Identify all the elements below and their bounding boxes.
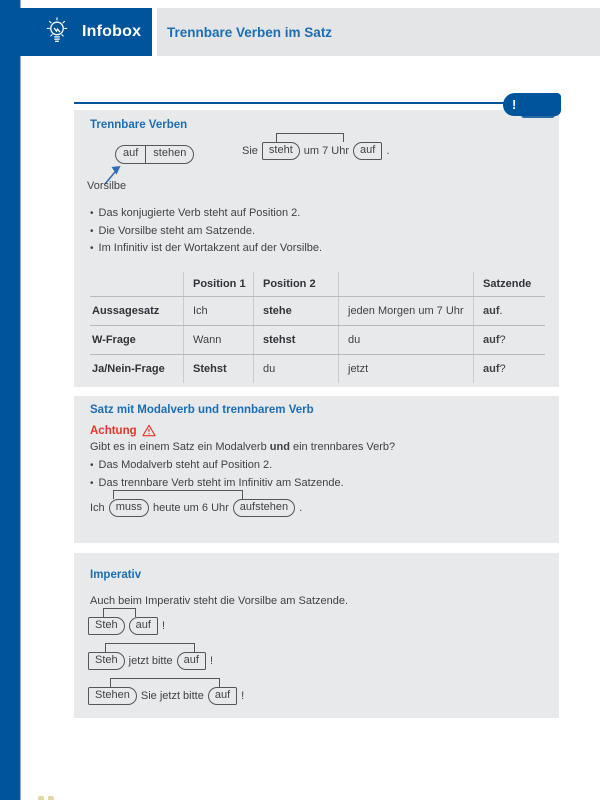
connector-bracket (276, 133, 344, 142)
cell-satzende (473, 326, 545, 354)
cell-pos2: du (253, 355, 338, 383)
box3-heading: Imperativ (90, 569, 142, 581)
badge-label: Infobox (82, 23, 142, 40)
prefix-cell: auf (116, 146, 146, 163)
cell-pos1: Stehst (183, 355, 253, 383)
satzende-particle: auf (483, 334, 500, 346)
verb-box: steht (262, 142, 300, 160)
connector-bracket (113, 490, 243, 499)
stem-cell: stehen (153, 147, 187, 159)
header-cell: Satzende (473, 272, 545, 296)
header-cell (338, 272, 473, 296)
sentence-end: . (299, 502, 303, 514)
satzende-punct: . (499, 305, 503, 317)
satzende-particle: auf (483, 363, 500, 375)
connector-bracket (103, 608, 136, 617)
satzende-punct: ? (499, 334, 506, 346)
header-cell (90, 272, 183, 296)
sentence-pre: Sie (242, 145, 258, 157)
sentence-end: ! (209, 655, 214, 667)
question-pre: Gibt es in einem Satz ein Modalverb (90, 441, 270, 453)
cell-pos2: stehst (253, 326, 338, 354)
sentence-end: . (386, 145, 390, 157)
row-label: Ja/Nein-Frage (92, 363, 165, 375)
cell-satzende (473, 297, 545, 325)
warning-label: Achtung (90, 424, 137, 437)
page-number-partial (38, 796, 56, 800)
header-strip (157, 8, 600, 56)
satzende-punct: ? (499, 363, 506, 375)
exclamation-stamp (503, 93, 561, 116)
warning-row (90, 424, 156, 437)
particle-box: auf (353, 142, 382, 160)
imperativ-example-1 (88, 608, 165, 635)
sentence-mid: Sie jetzt bitte (140, 690, 204, 702)
infinitive-diagram (115, 143, 194, 164)
connector-bracket (110, 678, 220, 687)
box1-heading: Trennbare Verben (90, 119, 188, 131)
verb-box: Steh (88, 652, 125, 670)
verb-box: Stehen (88, 687, 137, 705)
lightbulb-icon (41, 15, 73, 49)
verb-box: Steh (88, 617, 125, 635)
cell-pos1: Wann (183, 326, 253, 354)
imperativ-text: Auch beim Imperativ steht die Vorsilbe am Satzende. (90, 595, 349, 607)
infinitive-box: aufstehen (233, 499, 295, 517)
section-modalverb (74, 396, 559, 543)
sentence-end: ! (161, 620, 165, 632)
sentence-mid: jetzt bitte (128, 655, 173, 667)
example-sentence (90, 499, 302, 517)
section-imperativ (74, 553, 559, 718)
rule-item: • Das trennbare Verb steht im Infinitiv am Satzende. (90, 475, 344, 493)
table-row (90, 296, 545, 325)
rules-list (90, 457, 344, 492)
position-table (90, 272, 545, 383)
table-row (90, 325, 545, 354)
rule-item: • Im Infinitiv ist der Wortakzent auf der Vorsilbe. (90, 240, 322, 258)
example-sentence (242, 142, 389, 160)
sentence-mid: heute um 6 Uhr (152, 502, 229, 514)
question-line (90, 441, 395, 453)
particle-box: auf (129, 617, 158, 635)
box2-heading: Satz mit Modalverb und trennbarem Verb (90, 404, 314, 416)
page-title: Trennbare Verben im Satz (167, 24, 333, 40)
particle-box: auf (208, 687, 237, 705)
sentence-diagram (242, 133, 389, 160)
cell-pos2: stehe (253, 297, 338, 325)
left-accent-bar (0, 0, 21, 800)
header-cell: Position 1 (183, 272, 253, 296)
row-label: W-Frage (92, 334, 136, 346)
table-row (90, 354, 545, 383)
example-sentence (88, 617, 165, 635)
example-sentence (88, 687, 244, 705)
row-label: Aussagesatz (92, 305, 160, 317)
connector-bracket (105, 643, 195, 652)
vorsilbe-label: Vorsilbe (87, 180, 127, 192)
sentence-pre: Ich (90, 502, 105, 514)
rule-item: • Das Modalverb steht auf Position 2. (90, 457, 344, 475)
question-post: ein trennbares Verb? (289, 441, 396, 453)
cell-satzende (473, 355, 545, 383)
modal-sentence-diagram (90, 490, 302, 517)
imperativ-example-2 (88, 643, 213, 670)
infinitive-pill (115, 145, 194, 164)
warning-triangle-icon (142, 424, 156, 437)
imperativ-example-3 (88, 678, 244, 705)
rule-item: • Die Vorsilbe steht am Satzende. (90, 223, 322, 241)
modal-box: muss (109, 499, 149, 517)
cell-mid: du (338, 326, 473, 354)
infobox-badge (11, 8, 152, 56)
sentence-mid: um 7 Uhr (303, 145, 350, 157)
stamp-mark: ! (512, 97, 517, 112)
header-cell: Position 2 (253, 272, 338, 296)
rule-item: • Das konjugierte Verb steht auf Position 2. (90, 205, 322, 223)
table-header-row (90, 272, 545, 296)
question-bold: und (269, 441, 290, 453)
cell-mid: jetzt (338, 355, 473, 383)
sentence-end: ! (241, 690, 245, 702)
cell-mid: jeden Morgen um 7 Uhr (338, 297, 473, 325)
particle-box: auf (177, 652, 206, 670)
section-topline (74, 102, 506, 104)
satzende-particle: auf (483, 305, 500, 317)
example-sentence (88, 652, 213, 670)
section-trennbare-verben (74, 97, 559, 387)
rules-list (90, 205, 322, 258)
cell-pos1: Ich (183, 297, 253, 325)
